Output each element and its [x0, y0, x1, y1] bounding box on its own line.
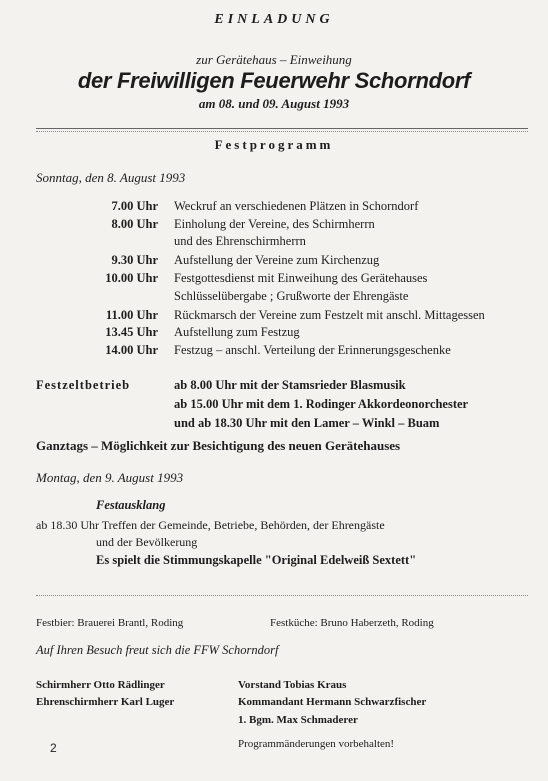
monday-title: Festausklang — [96, 498, 166, 512]
schedule-event: Einholung der Vereine, des Schirmherrn — [174, 217, 375, 231]
schedule-time: 8.00 Uhr — [111, 217, 158, 231]
page-number: 2 — [50, 741, 57, 755]
document-title: EINLADUNG — [214, 12, 334, 27]
chairman: Vorstand Tobias Kraus — [238, 679, 347, 691]
event-dates: am 08. und 09. August 1993 — [198, 96, 350, 111]
commander: Kommandant Hermann Schwarzfischer — [238, 696, 427, 708]
schedule-event: Weckruf an verschiedenen Plätzen in Schorndorf — [174, 199, 419, 213]
monday-date: Montag, den 9. August 1993 — [36, 470, 184, 485]
festbier-info: Festbier: Brauerei Brantl, Roding — [36, 617, 184, 629]
schedule-event: Festzug – anschl. Verteilung der Erinnerungsgeschenke — [174, 343, 451, 357]
schedule-time: 7.00 Uhr — [111, 199, 158, 213]
program-heading: Festprogramm — [214, 137, 334, 152]
sunday-date: Sonntag, den 8. August 1993 — [36, 170, 186, 185]
divider-top — [36, 128, 528, 129]
monday-line: und der Bevölkerung — [96, 535, 198, 549]
schedule-event: und des Ehrenschirmherrn — [174, 234, 306, 248]
schedule-time: 13.45 Uhr — [105, 325, 158, 339]
schedule-event: Festgottesdienst mit Einweihung des Gerätehauses — [174, 271, 428, 285]
divider-top-dotted — [36, 131, 528, 132]
schedule-time: 9.30 Uhr — [111, 253, 158, 267]
organisation-name: der Freiwilligen Feuerwehr Schorndorf — [77, 68, 471, 93]
schedule-time: 11.00 Uhr — [105, 308, 158, 322]
schedule-event: Schlüsselübergabe ; Grußworte der Ehrengäste — [174, 289, 409, 303]
schedule-time: 10.00 Uhr — [105, 271, 158, 285]
schedule-time: 14.00 Uhr — [105, 343, 158, 357]
mayor: 1. Bgm. Max Schmaderer — [238, 714, 358, 726]
schedule-event: Aufstellung der Vereine zum Kirchenzug — [174, 253, 380, 267]
ganztags-line: Ganztags – Möglichkeit zur Besichtigung des neuen Gerätehauses — [36, 438, 401, 453]
festzelt-line: ab 8.00 Uhr mit der Stamsrieder Blasmusik — [174, 378, 406, 392]
document-subtitle: zur Gerätehaus – Einweihung — [196, 52, 352, 67]
festzelt-label: Festzeltbetrieb — [36, 378, 131, 392]
festzelt-line: und ab 18.30 Uhr mit den Lamer – Winkl – Buam — [174, 416, 440, 430]
invite-line: Auf Ihren Besuch freut sich die FFW Schorndorf — [36, 643, 279, 657]
festzelt-line: ab 15.00 Uhr mit dem 1. Rodinger Akkordeonorchester — [174, 397, 469, 411]
festkueche-info: Festküche: Bruno Haberzeth, Roding — [270, 617, 434, 629]
change-note: Programmänderungen vorbehalten! — [238, 738, 395, 750]
divider-bottom-dotted — [36, 595, 528, 596]
monday-band: Es spielt die Stimmungskapelle "Original Edelweiß Sextett" — [96, 553, 417, 567]
patron: Schirmherr Otto Rädlinger — [36, 679, 165, 691]
schedule-event: Rückmarsch der Vereine zum Festzelt mit anschl. Mittagessen — [174, 308, 485, 322]
honorary-patron: Ehrenschirmherr Karl Luger — [36, 696, 175, 708]
schedule-event: Aufstellung zum Festzug — [174, 325, 300, 339]
monday-line: ab 18.30 Uhr Treffen der Gemeinde, Betriebe, Behörden, der Ehrengäste — [36, 518, 385, 532]
